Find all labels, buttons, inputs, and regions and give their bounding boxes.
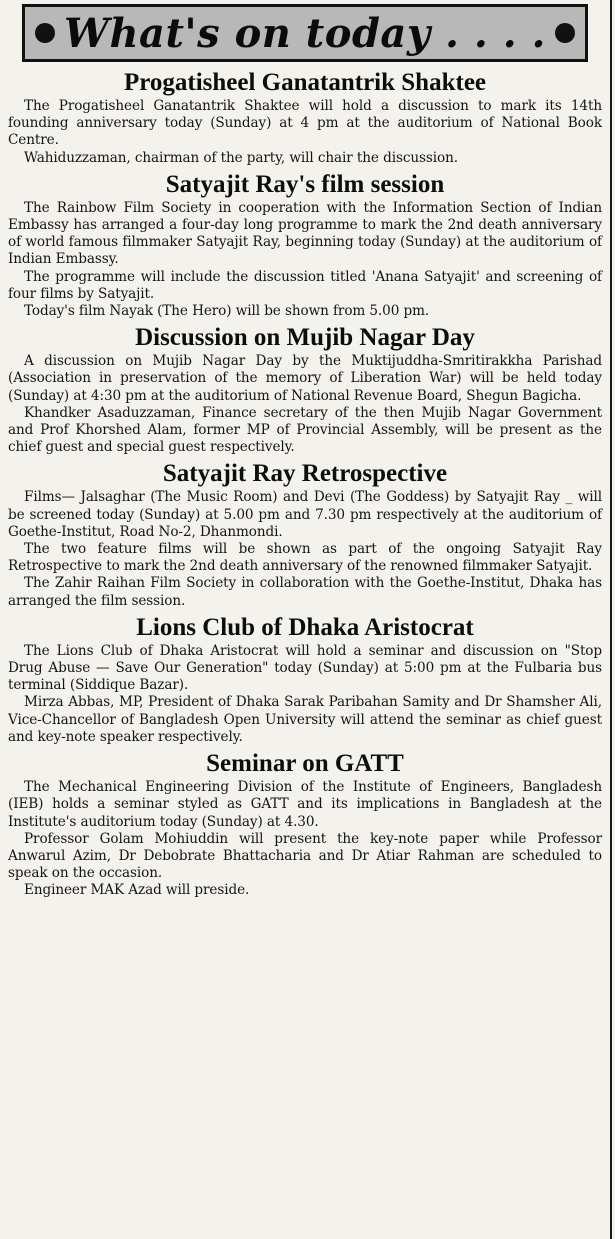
newspaper-column xyxy=(8,0,602,1239)
story-headline: Satyajit Ray's film session xyxy=(165,170,445,198)
story-paragraph: Khandker Asaduzzaman, Finance secretary of the then Mujib Nagar Government and Prof Khorshed Alam, former MP of Provincial Assembly, will be present as the chief guest and special guest respectively. xyxy=(8,404,602,456)
story-seminar-gatt xyxy=(8,749,602,899)
story-paragraph: Today's film Nayak (The Hero) will be shown from 5.00 pm. xyxy=(24,303,430,320)
column-rule xyxy=(610,0,612,1239)
story-paragraph: The Lions Club of Dhaka Aristocrat will hold a seminar and discussion on "Stop Drug Abuse — Save Our Generation" today (Sunday) at 5:00 pm at the Fulbaria bus terminal (Siddique Bazar). xyxy=(8,642,602,694)
story-ray-retrospective xyxy=(8,459,602,609)
story-paragraph: The Zahir Raihan Film Society in collaboration with the Goethe-Institut, Dhaka has arranged the film session. xyxy=(8,575,602,609)
story-mujib-nagar-day xyxy=(8,323,602,456)
story-paragraph: Engineer MAK Azad will preside. xyxy=(24,882,250,899)
story-paragraph: The Rainbow Film Society in cooperation with the Information Section of Indian Embassy has arranged a four-day long programme to mark the 2nd death anniversary of world famous filmmaker Satyajit Ray, beginning today (Sunday) at the auditorium of Indian Embassy. xyxy=(8,199,602,268)
column-banner xyxy=(22,4,588,62)
banner-left-dot xyxy=(35,23,55,43)
story-paragraph: The two feature films will be shown as part of the ongoing Satyajit Ray Retrospective to mark the 2nd death anniversary of the renowned filmmaker Satyajit. xyxy=(8,541,602,575)
story-headline: Progatisheel Ganatantrik Shaktee xyxy=(123,69,487,96)
story-paragraph: Wahiduzzaman, chairman of the party, will chair the discussion. xyxy=(24,149,458,166)
story-paragraph: Films— Jalsaghar (The Music Room) and Devi (The Goddess) by Satyajit Ray _ will be screened today (Sunday) at 5.00 pm and 7.30 pm respectively at the auditorium of Goethe-Institut, Road No-2, Dhanmondi. xyxy=(8,489,602,540)
banner-right-dot xyxy=(555,23,575,43)
story-headline: Lions Club of Dhaka Aristocrat xyxy=(136,613,474,641)
story-headline: Satyajit Ray Retrospective xyxy=(162,460,448,488)
story-paragraph: Mirza Abbas, MP, President of Dhaka Sarak Paribahan Samity and Dr Shamsher Ali, Vice-Chancellor of Bangladesh Open University will attend the seminar as chief guest and key-note speaker respectively. xyxy=(8,694,602,745)
story-ray-film-session xyxy=(8,170,602,320)
story-paragraph: The Progatisheel Ganatantrik Shaktee will hold a discussion to mark its 14th founding anniversary today (Sunday) at 4 pm at the auditorium of National Book Centre. xyxy=(8,98,602,149)
story-paragraph: The programme will include the discussion titled 'Anana Satyajit' and screening of four films by Satyajit. xyxy=(8,268,602,302)
story-headline: Discussion on Mujib Nagar Day xyxy=(135,324,475,352)
story-paragraph: A discussion on Mujib Nagar Day by the Muktijuddha-Smritirakkha Parishad (Association in preservation of the memory of Liberation War) will be held today (Sunday) at 4:30 pm at the auditorium of National Revenue Board, Shegun Bagicha. xyxy=(8,353,602,404)
story-progatisheel xyxy=(8,68,602,167)
story-headline: Seminar on GATT xyxy=(206,750,404,778)
story-lions-club xyxy=(8,613,602,746)
banner-title: What's on today . . . . xyxy=(64,9,546,57)
story-paragraph: The Mechanical Engineering Division of the Institute of Engineers, Bangladesh (IEB) holds a seminar styled as GATT and its implications in Bangladesh at the Institute's auditorium today (Sunday) at 4.30. xyxy=(8,779,602,830)
story-paragraph: Professor Golam Mohiuddin will present the key-note paper while Professor Anwarul Azim, Dr Debobrate Bhattacharia and Dr Atiar Rahman are scheduled to speak on the occasion. xyxy=(8,830,602,882)
